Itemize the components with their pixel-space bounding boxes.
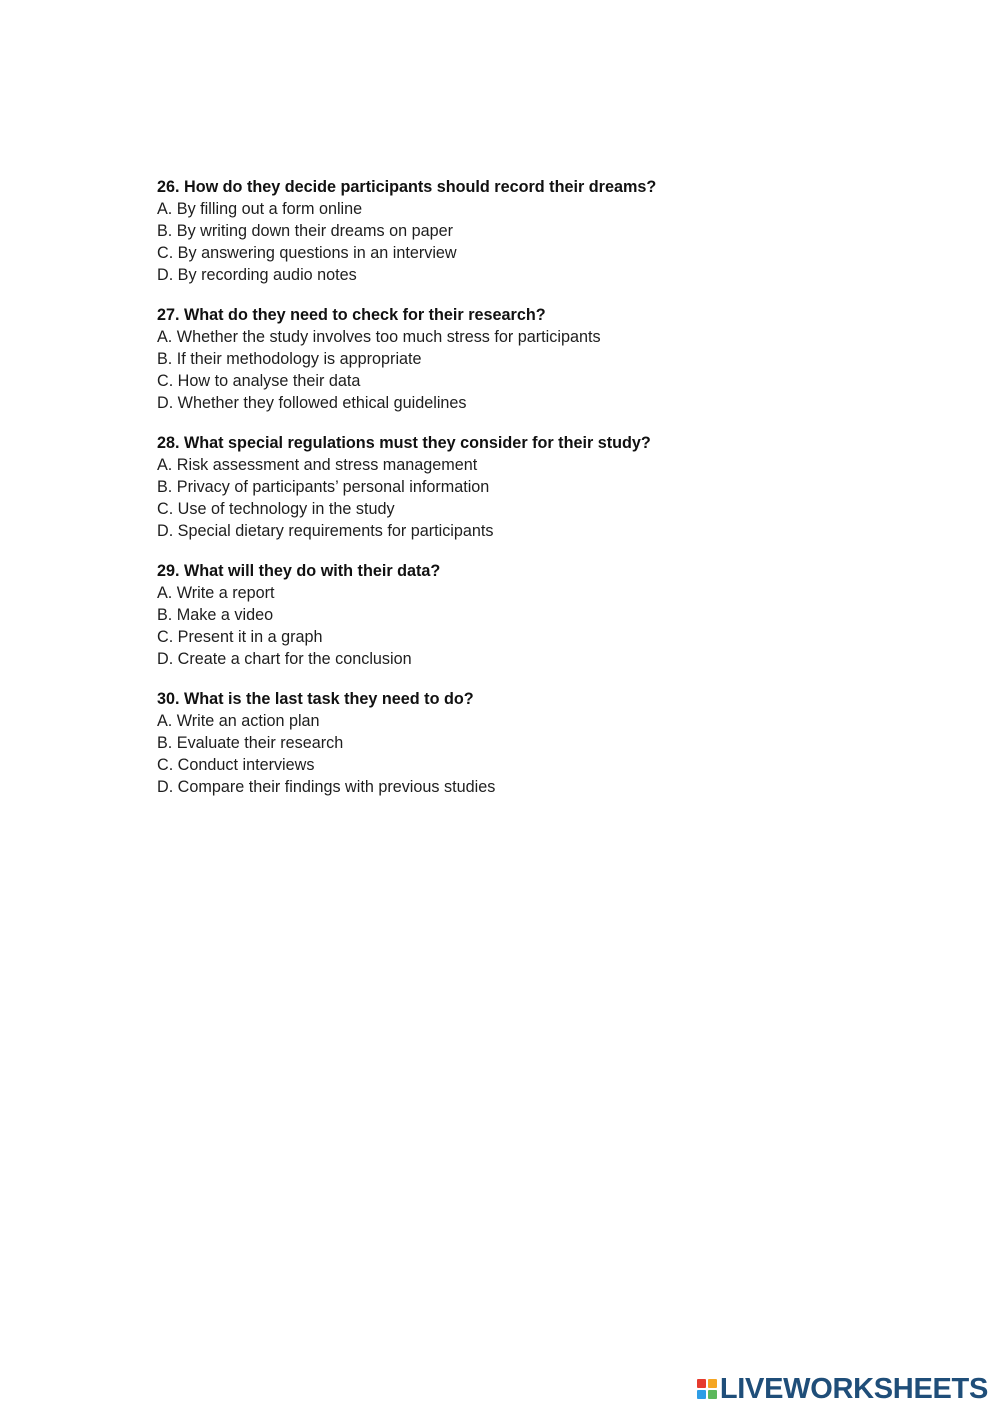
option-a: A. Whether the study involves too much stress for participants xyxy=(157,328,601,346)
option-b: B. Privacy of participants’ personal information xyxy=(157,478,490,496)
question-27 xyxy=(157,304,917,414)
option-b: B. By writing down their dreams on paper xyxy=(157,222,454,240)
option-d: D. Whether they followed ethical guidelines xyxy=(157,394,467,412)
question-title: 30. What is the last task they need to do? xyxy=(157,690,474,708)
question-list xyxy=(157,176,917,816)
option-a: A. Write a report xyxy=(157,584,275,602)
option-a: A. By filling out a form online xyxy=(157,200,363,218)
question-title: 28. What special regulations must they consider for their study? xyxy=(157,434,651,452)
logo-tile xyxy=(697,1390,706,1399)
option-c: C. Use of technology in the study xyxy=(157,500,395,518)
option-a: A. Risk assessment and stress management xyxy=(157,456,478,474)
option-c: C. By answering questions in an interview xyxy=(157,244,457,262)
liveworksheets-logo xyxy=(697,1371,988,1407)
option-d: D. By recording audio notes xyxy=(157,266,357,284)
question-title: 27. What do they need to check for their research? xyxy=(157,306,546,324)
option-d: D. Compare their findings with previous studies xyxy=(157,778,496,796)
option-b: B. Make a video xyxy=(157,606,274,624)
option-d: D. Create a chart for the conclusion xyxy=(157,650,412,668)
logo-tile xyxy=(708,1390,717,1399)
option-d: D. Special dietary requirements for participants xyxy=(157,522,494,540)
logo-text: LIVEWORKSHEETS xyxy=(719,1372,988,1405)
option-c: C. Present it in a graph xyxy=(157,628,323,646)
question-29 xyxy=(157,560,917,670)
logo-tile xyxy=(697,1379,706,1388)
option-b: B. Evaluate their research xyxy=(157,734,344,752)
question-26 xyxy=(157,176,917,286)
logo-tiles-icon xyxy=(697,1379,717,1399)
logo-tile xyxy=(708,1379,717,1388)
question-title: 26. How do they decide participants should record their dreams? xyxy=(157,178,657,196)
question-title: 29. What will they do with their data? xyxy=(157,562,441,580)
option-c: C. Conduct interviews xyxy=(157,756,315,774)
option-c: C. How to analyse their data xyxy=(157,372,361,390)
question-30 xyxy=(157,688,917,798)
question-28 xyxy=(157,432,917,542)
option-b: B. If their methodology is appropriate xyxy=(157,350,422,368)
option-a: A. Write an action plan xyxy=(157,712,320,730)
